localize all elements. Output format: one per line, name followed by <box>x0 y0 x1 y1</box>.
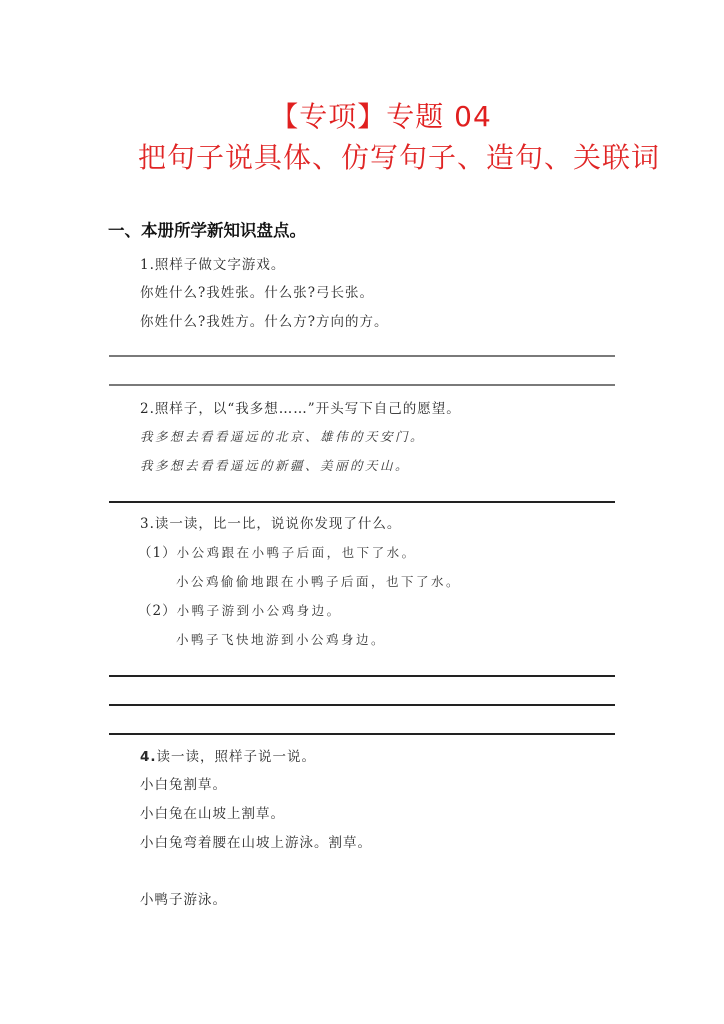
question-text: 读一读，比一比，说说你发现了什么。 <box>154 516 402 532</box>
question-4-prompt <box>140 747 316 767</box>
pair-sentence: 小公鸡跟在小鸭子后面，也下了水。 <box>176 545 417 560</box>
question-4-example-3: 小白兔弯着腰在山坡上游泳。割草。 <box>140 835 372 851</box>
question-number: 2. <box>140 401 155 417</box>
question-3-pair-1 <box>138 543 417 563</box>
question-number: 3. <box>140 516 155 532</box>
pair-label: （1） <box>138 545 177 561</box>
question-3-pair-2-expanded: 小鸭子飞快地游到小公鸡身边。 <box>176 632 387 647</box>
answer-line[interactable] <box>109 501 615 503</box>
question-number: 4. <box>140 749 157 765</box>
question-text: 读一读，照样子说一说。 <box>156 749 317 765</box>
question-text: 照样子做文字游戏。 <box>154 257 286 273</box>
question-4-example-1: 小白兔割草。 <box>140 777 227 793</box>
question-1-prompt <box>140 255 285 275</box>
question-1-example-1: 你姓什么?我姓张。什么张?弓长张。 <box>140 285 374 301</box>
question-3-pair-2 <box>138 601 342 621</box>
document-subtitle: 把句子说具体、仿写句子、造句、关联词 <box>138 141 661 174</box>
question-2-example-2: 我多想去看看遥远的新疆、美丽的天山。 <box>140 458 411 473</box>
section-heading: 一、本册所学新知识盘点。 <box>108 221 306 240</box>
question-2-example-1: 我多想去看看遥远的北京、雄伟的天安门。 <box>140 429 426 444</box>
answer-line[interactable] <box>109 704 615 706</box>
pair-sentence: 小鸭子游到小公鸡身边。 <box>176 603 342 618</box>
answer-line[interactable] <box>109 384 615 386</box>
answer-line[interactable] <box>109 675 615 677</box>
document-title: 【专项】专题 04 <box>270 100 492 133</box>
question-3-prompt <box>140 514 401 534</box>
question-number: 1. <box>140 257 155 273</box>
question-4-example-2: 小白兔在山坡上割草。 <box>140 806 285 822</box>
question-1-example-2: 你姓什么?我姓方。什么方?方向的方。 <box>140 314 389 330</box>
question-2-prompt <box>140 399 461 419</box>
question-3-pair-1-expanded: 小公鸡偷偷地跟在小鸭子后面，也下了水。 <box>176 574 462 589</box>
question-text: 照样子，以“我多想……”开头写下自己的愿望。 <box>154 401 461 417</box>
pair-label: （2） <box>138 603 177 619</box>
question-4-exercise: 小鸭子游泳。 <box>140 892 227 908</box>
answer-line[interactable] <box>109 355 615 357</box>
answer-line[interactable] <box>109 733 615 735</box>
